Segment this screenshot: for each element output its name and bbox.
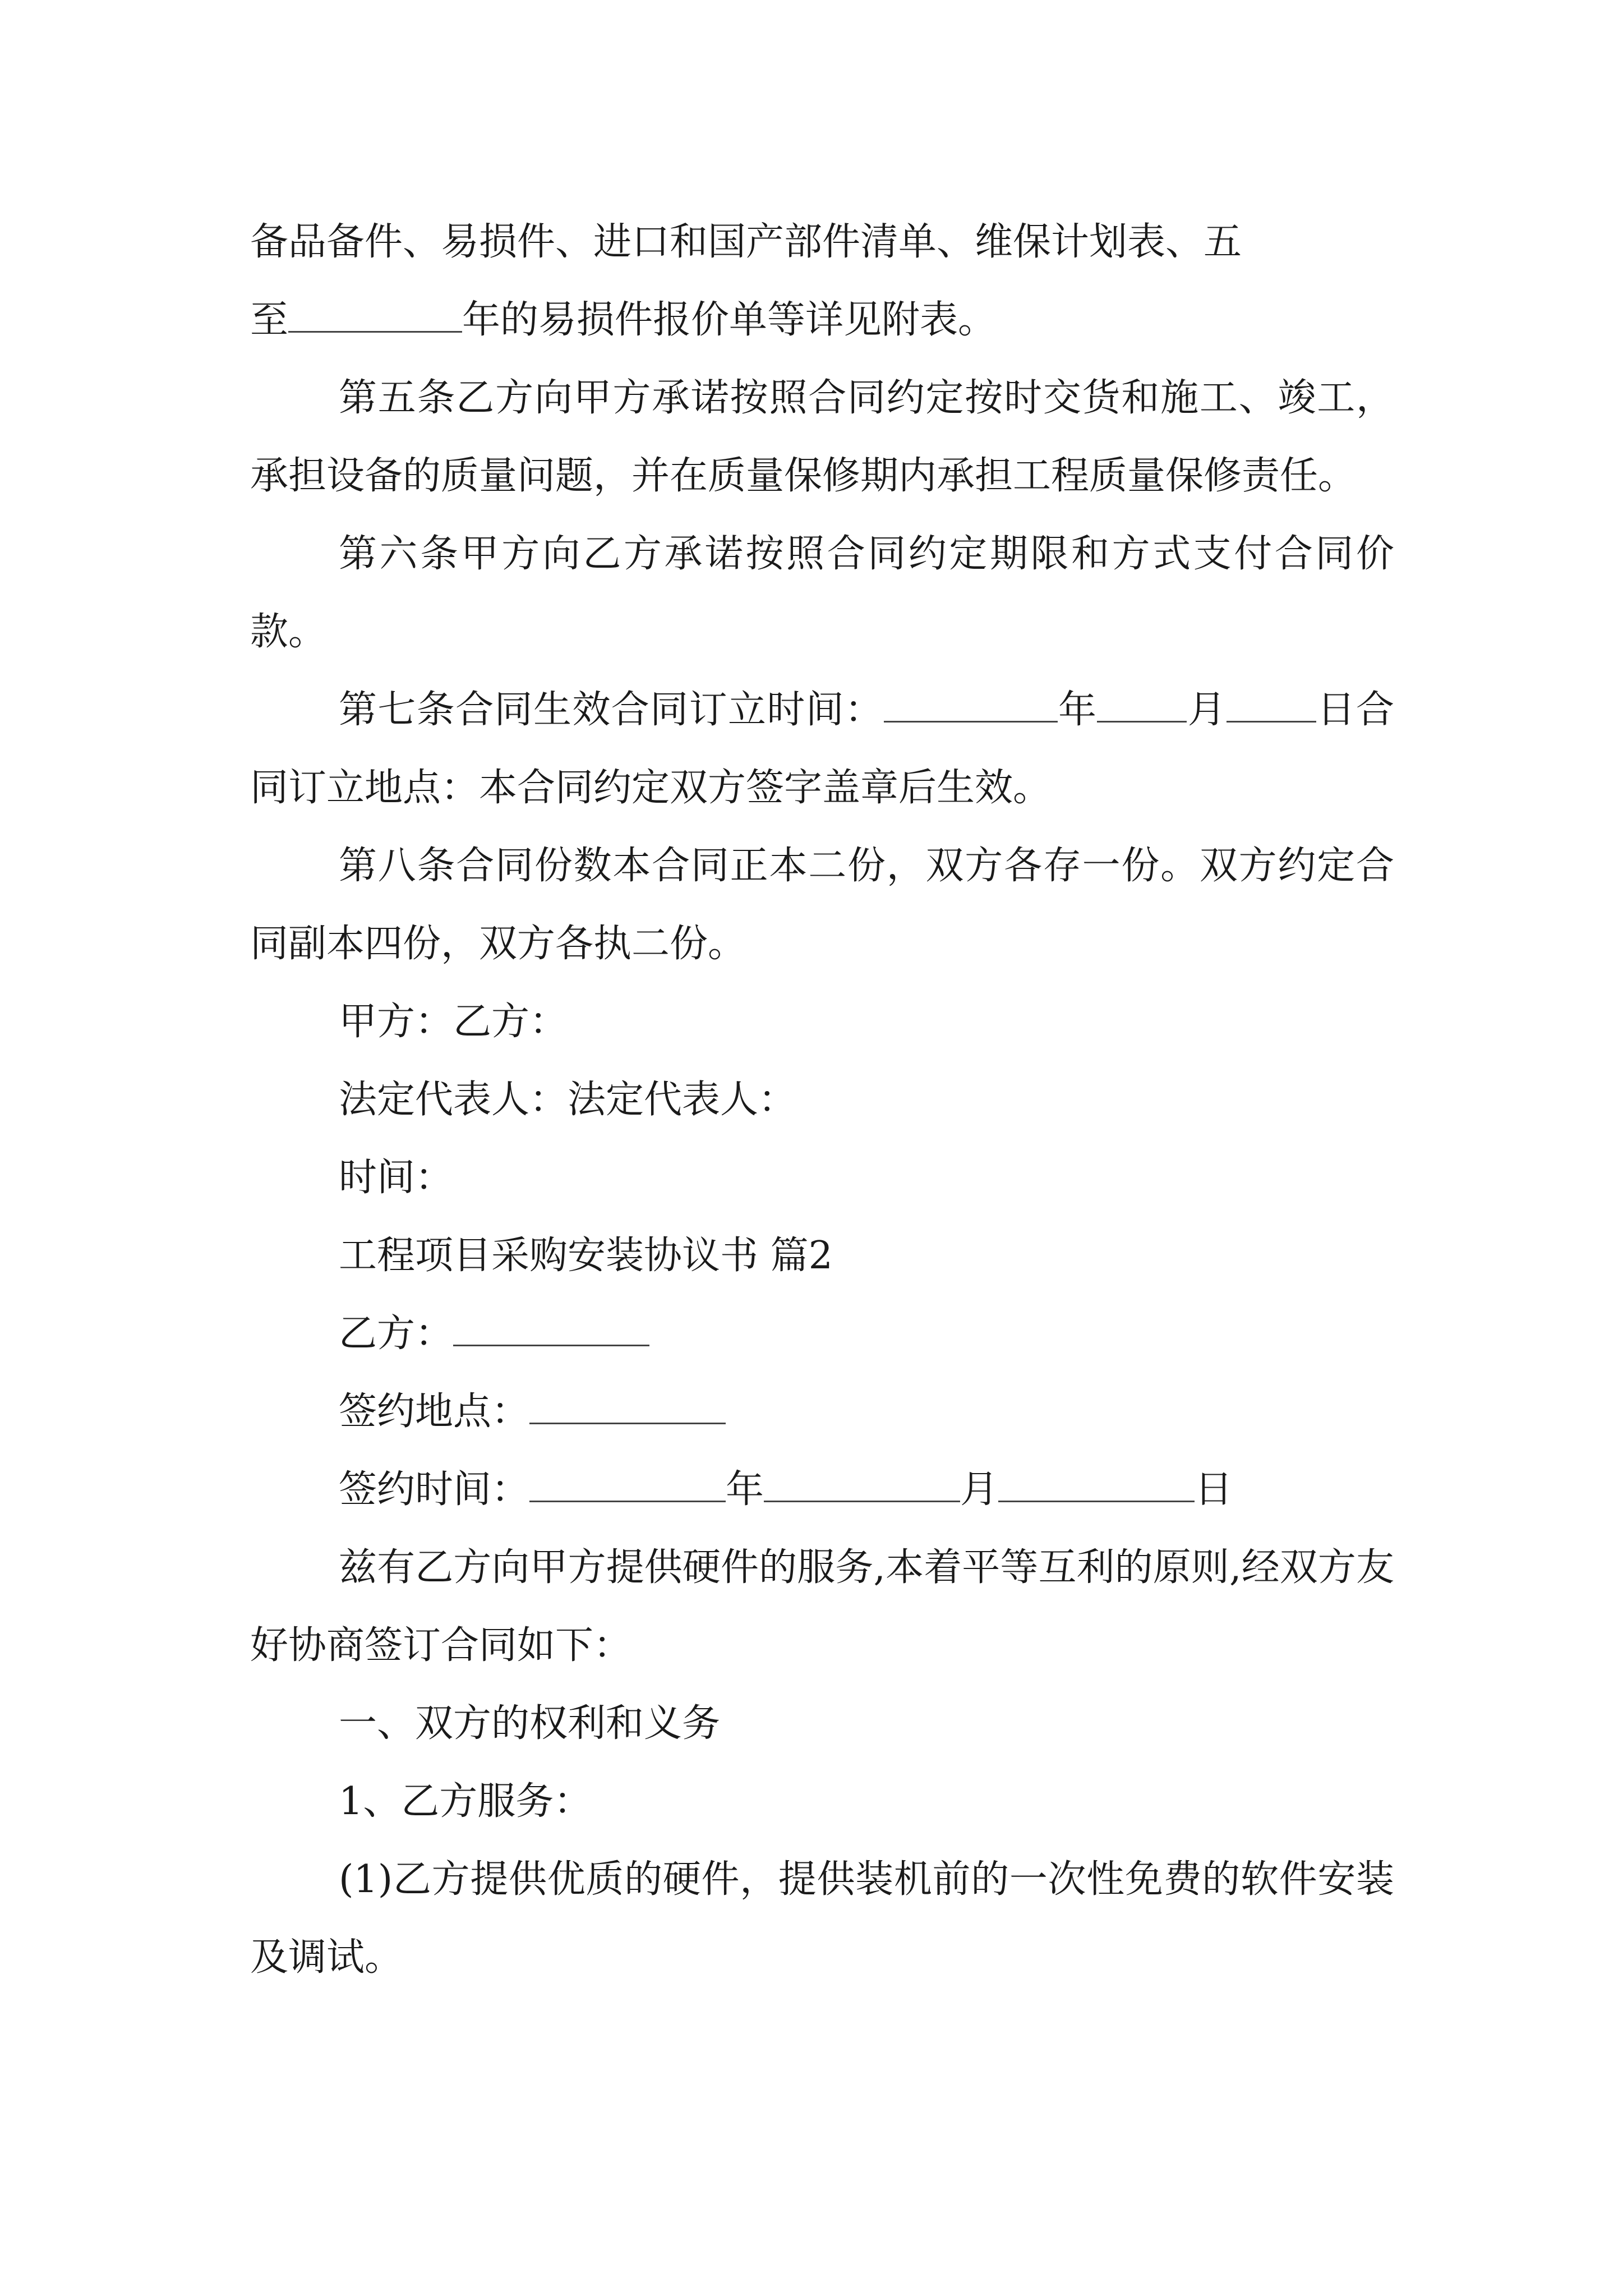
sign-month-label: 月 xyxy=(960,1467,999,1512)
section-title-part2: 工程项目采购安装协议书 篇2 xyxy=(339,1234,833,1278)
article-7-end: 日合同订立地点：本合同约定双方签字盖章后生效。 xyxy=(250,688,1394,810)
blank-party-b xyxy=(453,1309,649,1346)
blank-contract-month xyxy=(1097,685,1187,723)
party-b-label: 乙方： xyxy=(339,1312,454,1356)
blank-sign-place xyxy=(529,1387,726,1424)
article-7-start: 第七条合同生效合同订立时间： xyxy=(339,688,884,732)
sign-year-label: 年 xyxy=(726,1467,764,1512)
blank-contract-year xyxy=(884,685,1058,723)
blank-sign-year xyxy=(529,1465,726,1502)
blank-years xyxy=(288,296,462,333)
article-8: 第八条合同份数本合同正本二份，双方各存一份。双方约定合同副本四份，双方各执二份。 xyxy=(250,844,1394,966)
article-7-month: 月 xyxy=(1187,688,1227,732)
blank-contract-day xyxy=(1227,685,1316,723)
spare-parts-line2-end: 年的易损件报价单等详见附表。 xyxy=(462,298,997,342)
item-party-b-services: 1、乙方服务： xyxy=(339,1779,592,1824)
section-rights-obligations: 一、双方的权利和义务 xyxy=(339,1701,721,1746)
spare-parts-line2-start: 至 xyxy=(250,298,289,342)
sign-time-label: 签约时间： xyxy=(339,1467,530,1512)
blank-sign-month xyxy=(764,1465,960,1502)
document-body xyxy=(250,203,1394,1996)
item-hardware-provision: (1)乙方提供优质的硬件，提供装机前的一次性免费的软件安装及调试。 xyxy=(250,1857,1394,1980)
sign-day-label: 日 xyxy=(1195,1467,1233,1512)
article-6: 第六条甲方向乙方承诺按照合同约定期限和方式支付合同价款。 xyxy=(250,532,1394,654)
time-line: 时间： xyxy=(339,1156,454,1200)
intro-paragraph: 兹有乙方向甲方提供硬件的服务,本着平等互利的原则,经双方友好协商签订合同如下： xyxy=(250,1545,1394,1668)
sign-place-label: 签约地点： xyxy=(339,1389,530,1434)
spare-parts-line1: 备品备件、易损件、进口和国产部件清单、维保计划表、五 xyxy=(250,220,1242,264)
article-7-year: 年 xyxy=(1057,688,1098,732)
sign-place-line xyxy=(250,1373,1394,1451)
article-5: 第五条乙方向甲方承诺按照合同约定按时交货和施工、竣工，承担设备的质量问题，并在质量保修期内承担工程质量保修责任。 xyxy=(250,376,1394,498)
party-b-line xyxy=(250,1295,1394,1373)
article-7 xyxy=(250,671,1394,827)
paragraph-spare-parts xyxy=(250,203,1394,359)
parties-line: 甲方：乙方： xyxy=(339,1000,568,1044)
blank-sign-day xyxy=(998,1465,1195,1502)
legal-representatives-line: 法定代表人：法定代表人： xyxy=(339,1078,797,1122)
sign-time-line xyxy=(250,1451,1394,1529)
